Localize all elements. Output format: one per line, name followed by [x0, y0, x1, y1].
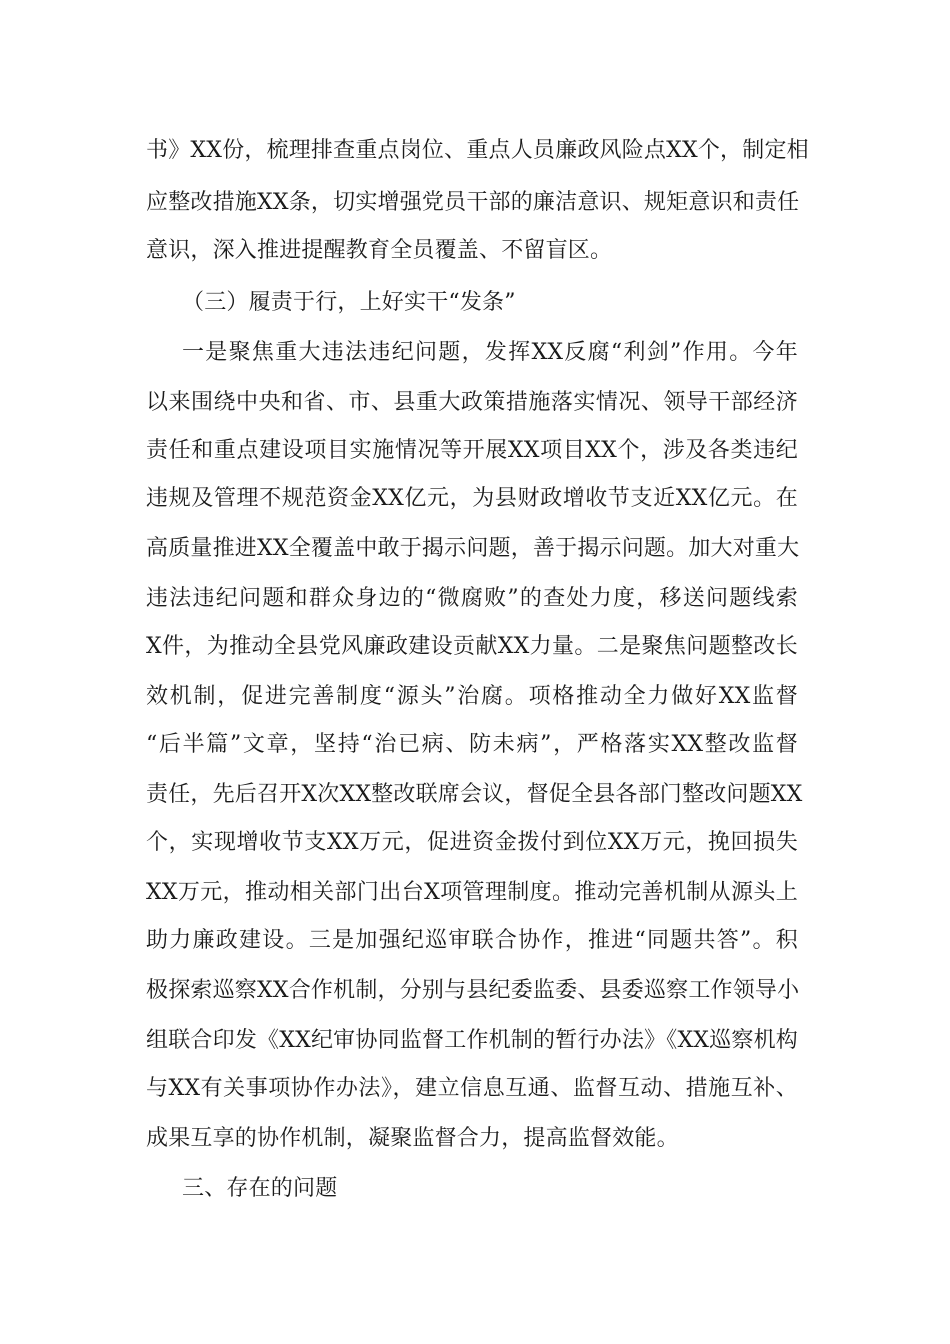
text-line: 违规及管理不规范资金XX亿元，为县财政增收节支近XX亿元。在: [146, 486, 798, 511]
text-line: 极探索巡察XX合作机制，分别与县纪委监委、县委巡察工作领导小: [146, 978, 800, 1003]
text-line: 成果互享的协作机制，凝聚监督合力，提高监督效能。: [146, 1126, 679, 1151]
section-heading: （三）履责于行，上好实干“发条”: [182, 290, 516, 315]
text-line: 责任，先后召开X次XX整改联席会议，督促全县各部门整改问题XX: [146, 782, 803, 807]
text-line: 一是聚焦重大违法违纪问题，发挥XX反腐“利剑”作用。今年: [182, 340, 798, 365]
main-heading: 三、存在的问题: [182, 1176, 338, 1201]
text-line: 高质量推进XX全覆盖中敢于揭示问题，善于揭示问题。加大对重大: [146, 536, 800, 561]
text-line: 违法违纪问题和群众身边的“微腐败”的查处力度，移送问题线索: [146, 586, 798, 611]
text-line: 以来围绕中央和省、市、县重大政策措施落实情况、领导干部经济: [146, 390, 798, 415]
text-line: 意识，深入推进提醒教育全员覆盖、不留盲区。: [146, 238, 613, 263]
text-line: 书》XX份，梳理排查重点岗位、重点人员廉政风险点XX个，制定相: [146, 138, 809, 163]
text-line: 助力廉政建设。三是加强纪巡审联合协作，推进“同题共答”。积: [146, 928, 798, 953]
text-line: X件，为推动全县党风廉政建设贡献XX力量。二是聚焦问题整改长: [146, 634, 798, 659]
text-line: 个，实现增收节支XX万元，促进资金拨付到位XX万元，挽回损失: [146, 830, 798, 855]
text-line: XX万元，推动相关部门出台X项管理制度。推动完善机制从源头上: [146, 880, 798, 905]
text-line: 应整改措施XX条，切实增强党员干部的廉洁意识、规矩意识和责任: [146, 190, 800, 215]
text-line: 与XX有关事项协作办法》，建立信息互通、监督互动、措施互补、: [146, 1076, 798, 1101]
text-line: “后半篇”文章，坚持“治已病、防未病”，严格落实XX整改监督: [146, 732, 798, 757]
text-line: 效机制，促进完善制度“源头”治腐。项格推动全力做好XX监督: [146, 684, 798, 709]
text-line: 责任和重点建设项目实施情况等开展XX项目XX个，涉及各类违纪: [146, 438, 798, 463]
text-line: 组联合印发《XX纪审协同监督工作机制的暂行办法》《XX巡察机构: [146, 1028, 798, 1053]
